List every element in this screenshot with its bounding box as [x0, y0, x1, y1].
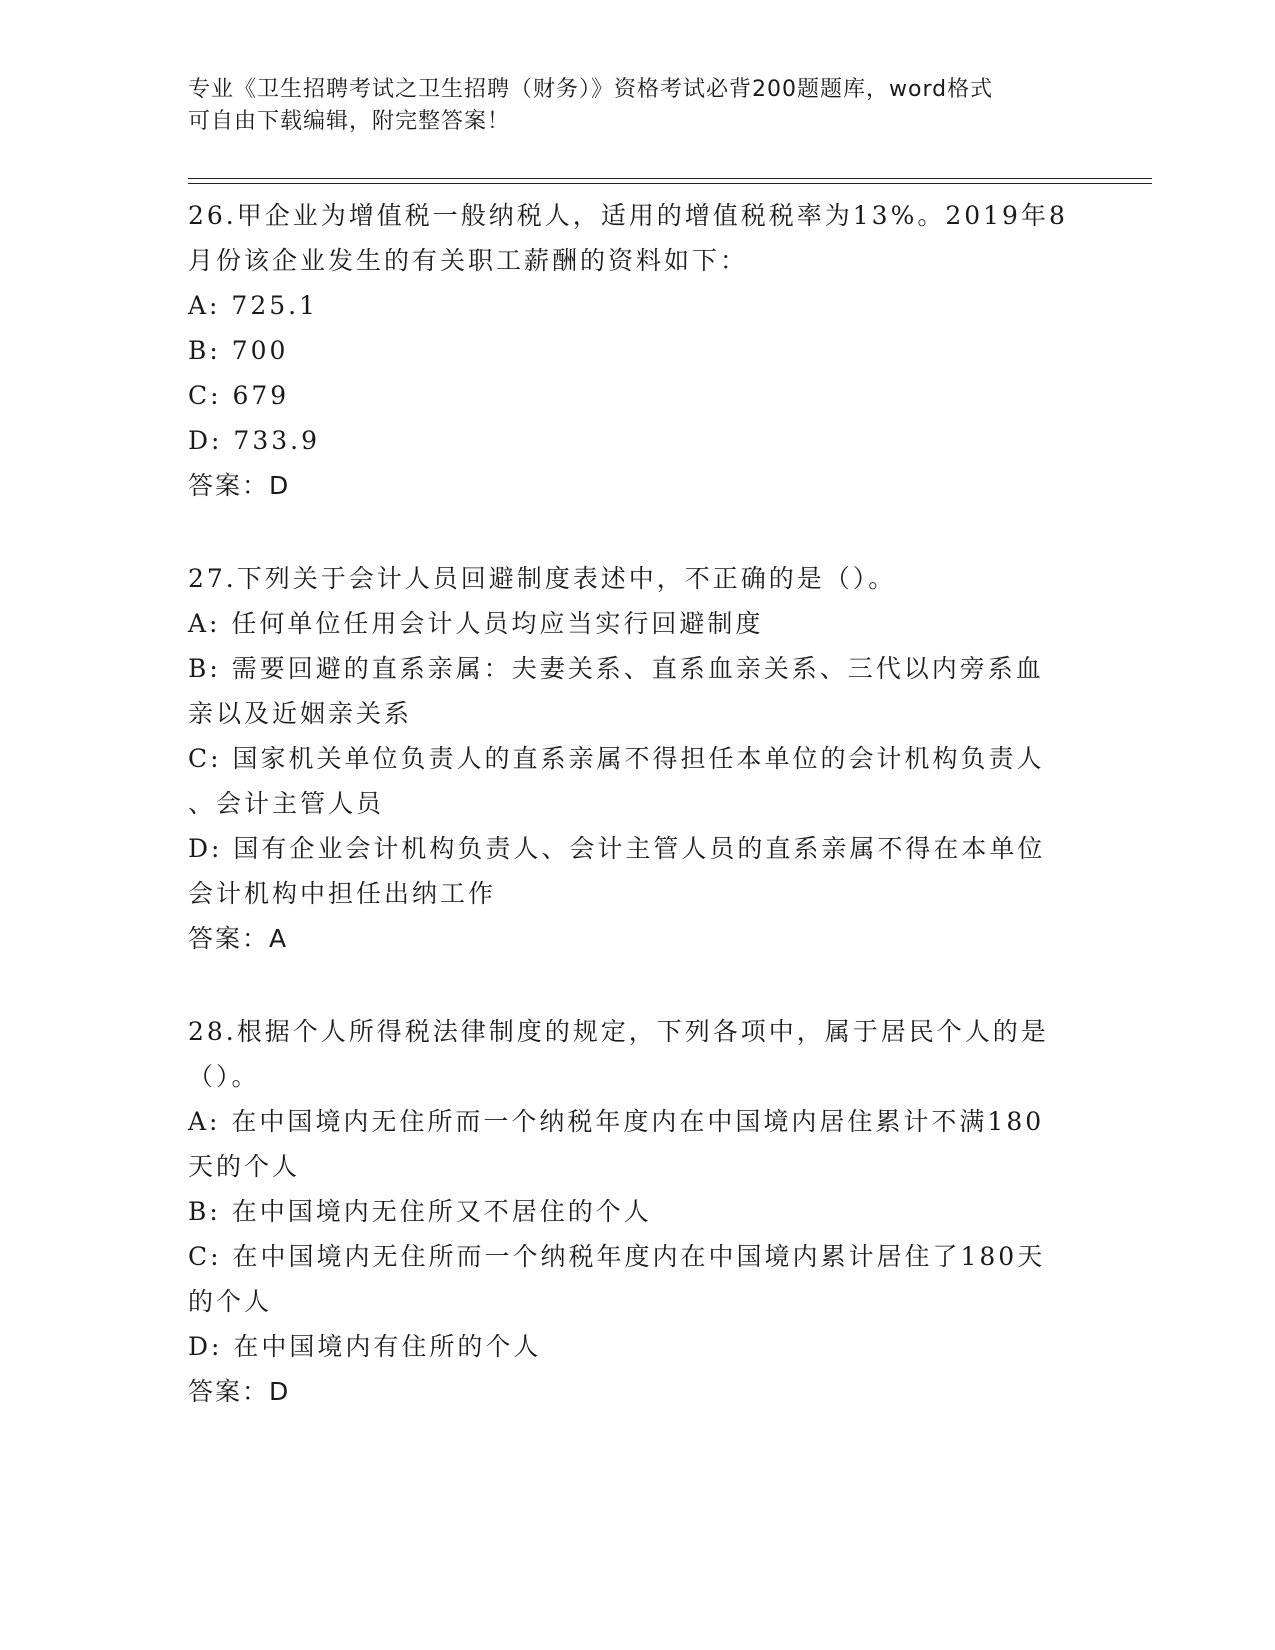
option-text: 亲以及近姻亲关系 — [188, 699, 413, 728]
question-stem-line: （）。 — [188, 1062, 260, 1091]
question-list — [188, 193, 1068, 1462]
question-stem — [188, 1009, 1068, 1099]
option-text: 的个人 — [188, 1287, 273, 1316]
question-stem-line: 27.下列关于会计人员回避制度表述中，不正确的是（）。 — [188, 564, 897, 593]
option-text: D: 733.9 — [188, 426, 320, 455]
question-block — [188, 556, 1068, 962]
option-text: C: 679 — [188, 381, 290, 410]
question-stem — [188, 193, 1068, 283]
option-text: C: 在中国境内无住所而一个纳税年度内在中国境内累计居住了180天 — [188, 1242, 1046, 1271]
option-text: B: 在中国境内无住所又不居住的个人 — [188, 1197, 652, 1226]
option-d — [188, 418, 1068, 463]
option-a — [188, 601, 1068, 646]
question-block — [188, 193, 1068, 509]
header-line-2: 可自由下载编辑，附完整答案！ — [188, 109, 511, 134]
option-text: B: 需要回避的直系亲属：夫妻关系、直系血亲关系、三代以内旁系血 — [188, 654, 1044, 683]
option-text: D: 在中国境内有住所的个人 — [188, 1332, 542, 1361]
option-text: 、会计主管人员 — [188, 789, 385, 818]
question-stem-line: 26.甲企业为增值税一般纳税人，适用的增值税税率为13%。2019年8 — [188, 201, 1068, 230]
question-stem-line: 月份该企业发生的有关职工薪酬的资料如下： — [188, 246, 749, 275]
option-text: A: 在中国境内无住所而一个纳税年度内在中国境内居住累计不满180 — [188, 1107, 1045, 1136]
option-d — [188, 1324, 1068, 1369]
question-stem — [188, 556, 1068, 601]
option-c — [188, 736, 1068, 826]
option-c — [188, 373, 1068, 418]
answer-label: 答案：D — [188, 471, 291, 500]
header-line-1: 专业《卫生招聘考试之卫生招聘（财务）》资格考试必背200题题库，word格式 — [188, 77, 994, 102]
answer-label: 答案：D — [188, 1377, 291, 1406]
option-a — [188, 283, 1068, 328]
option-b — [188, 328, 1068, 373]
option-text: A: 725.1 — [188, 291, 318, 320]
option-d — [188, 826, 1068, 916]
option-text: 天的个人 — [188, 1152, 301, 1181]
document-header — [188, 74, 1068, 138]
question-stem-line: 28.根据个人所得税法律制度的规定，下列各项中，属于居民个人的是 — [188, 1017, 1049, 1046]
option-c — [188, 1234, 1068, 1324]
answer-label: 答案：A — [188, 924, 289, 953]
question-block — [188, 1009, 1068, 1415]
option-text: D: 国有企业会计机构负责人、会计主管人员的直系亲属不得在本单位 — [188, 834, 1046, 863]
option-text: A: 任何单位任用会计人员均应当实行回避制度 — [188, 609, 764, 638]
header-divider-bottom — [188, 183, 1152, 184]
option-text: C: 国家机关单位负责人的直系亲属不得担任本单位的会计机构负责人 — [188, 744, 1045, 773]
option-b — [188, 646, 1068, 736]
option-text: 会计机构中担任出纳工作 — [188, 879, 497, 908]
header-divider-top — [188, 178, 1152, 179]
option-text: B: 700 — [188, 336, 289, 365]
option-a — [188, 1099, 1068, 1189]
option-b — [188, 1189, 1068, 1234]
